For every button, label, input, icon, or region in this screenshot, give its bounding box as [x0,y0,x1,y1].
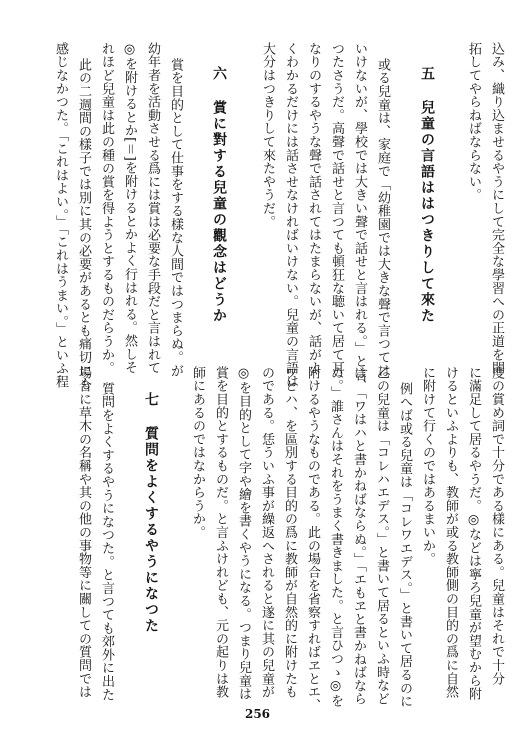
text-column: 附けるやうなものである。此の場合を省察すればヱとエ、 [305,366,320,712]
section-title: 兒童の言語ははつきりして來た [419,100,435,324]
text-column: のである。恁ういふ事が繰返へされると遂に其の兒童が [259,366,274,699]
text-column: 此の二週間の樣子では別に其の必要があるとも痛切にも [76,58,91,391]
text-column: 大分はつきりして來たやうだ。 [260,42,275,229]
text-column: 賞を目的として仕事をする樣な人間ではつまらぬ。が [168,58,183,378]
text-column: ぬ。」誰さんはそれをうまく書きました。と言ひつゝ◎を [328,366,343,708]
section-title: 賞に對する兒童の觀念はどうか [211,100,227,324]
text-column: 込み、織り込ませるやうにして完全な學習への正道を開 [489,42,504,375]
page-number: 256 [244,707,271,721]
text-column: 師にあるのではなからうか。 [190,366,205,539]
text-column: 拓してやらねばならない。 [466,42,481,202]
text-column: 幼年者を活動させる爲には賞は必要な手段だと言はれて [145,42,160,375]
text-column: 賞を目的とするものだ。と言ふけれども、元の起りは教 [213,366,228,699]
text-column: くわかるだけには話させなければいけない。兒童の言語は [283,42,298,388]
section-heading-5 [416,66,438,324]
text-column: けるといふよりも、教師が或る教師側の目的の爲に自然 [443,366,458,699]
text-column: 質問をよくするやうになつた。と言つても郊外に出た [99,382,114,702]
section-title: 質問をよくするやうになつた [143,426,159,634]
text-column: 場合に草木の名稱や其の他の事物等に關しての質問では [76,366,91,699]
text-column: ワとハ、を區別する目的の爲に教師が自然的に附けたも [282,366,297,699]
section-number: 五 [419,66,435,82]
text-column: 例へば或る兒童は「コレワエデス。」と書いて居るのに [397,382,412,708]
text-column: いけないが、學校では大きい聲で話せと言はれる。」と言 [352,42,367,382]
text-column: なりのするやうな聲で話されてはたまらないが、話がよ [306,42,321,375]
text-column: ◎を附けるとか[＝]を附けるとかよく行はれる。然しそ [122,42,137,374]
text-column: つたさうだ。高聲で話せと言つても頓狂な聴いて居て耳 [329,42,344,375]
text-column: 感じなかつた。「これはよい。」「これはうまい。」といふ程 [53,42,68,389]
section-heading-6 [208,66,230,324]
text-column: は、「ワはハと書かねばならぬ。」「エもヱと書かねばなら [351,366,366,706]
text-column: 或る兒童は、家庭で「幼稚園では大きな聲で言つては [375,58,390,378]
text-column: に附けて行くのではあるまいか。 [420,366,435,566]
section-number: 七 [143,392,159,408]
text-column: に滿足して居るやうだ。◎などは寧ろ兒童が望むから附 [466,366,481,701]
section-heading-7 [140,392,162,634]
text-column: ◎を目的として字や繪を書くやうになる。つまり兒童は [236,366,251,701]
section-number: 六 [211,66,227,82]
text-column: 度の賞め詞で十分である樣にある。兒童はそれで十分 [489,366,504,686]
text-column: 乙の兒童は「コレハエデス。」と書いて居るといふ時など [374,366,389,706]
text-column: れほど兒童は此の種の賞を得ようとするものだらうか。 [99,42,114,375]
